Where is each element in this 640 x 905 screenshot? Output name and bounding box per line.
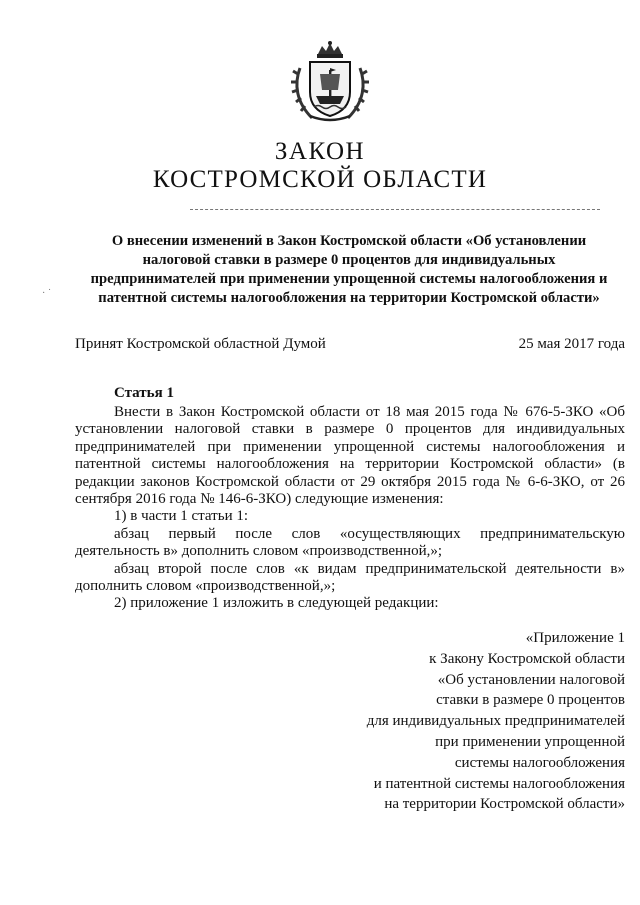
article-paragraph: Внести в Закон Костромской области от 18 мая 2015 года № 676-5-ЗКО «Об установлении налоговой ставки в размере 0 процентов для индивидуальных предпринимателей при применении упрощенной системы налогообложения и патентной системы налогообложения на территории Костромской области» (в редакции законов Костромской области от 29 октября 2015 года № 6-6-ЗКО, от 26 сентября 2016 года № 146-6-ЗКО) следующие изменения: [75,404,625,508]
subject-line: предпринимателей при применении упрощенной системы налогообложения и [90,271,608,287]
appendix-caption [295,628,625,815]
article-paragraph: 1) в части 1 статьи 1: [114,508,249,525]
article-paragraph: 2) приложение 1 изложить в следующей редакции: [114,595,439,612]
appendix-line: к Закону Костромской области [429,650,625,667]
appendix-line: при применении упрощенной [435,733,625,750]
appendix-line: ставки в размере 0 процентов [436,692,625,709]
subject-line: налоговой ставки в размере 0 процентов для индивидуальных [142,252,556,268]
appendix-line: «Приложение 1 [525,630,625,646]
article-heading: Статья 1 [114,385,174,401]
appendix-line: «Об установлении налоговой [437,671,625,688]
adoption-row [75,336,625,353]
subject-line: О внесении изменений в Закон Костромской области «Об установлении [111,233,587,249]
appendix-line: системы налогообложения [454,754,625,771]
scan-speck: · ˙ [42,288,52,299]
adopted-by: Принят Костромской областной Думой [75,336,326,352]
appendix-line: для индивидуальных предпринимателей [366,713,625,730]
subject-line: патентной системы налогообложения на территории Костромской области» [98,290,600,306]
appendix-line: на территории Костромской области» [384,796,625,813]
adoption-date: 25 мая 2017 года [518,336,625,352]
appendix-line: и патентной системы налогообложения [373,775,625,792]
region-title: КОСТРОМСКОЙ ОБЛАСТИ [152,166,488,193]
title-divider [190,209,600,210]
kostroma-coat-of-arms-icon [290,40,370,124]
article-paragraph: абзац первый после слов «осуществляющих предпринимательскую деятельность в» дополнить словом «производственной,»; [75,525,625,560]
law-subject [75,232,623,308]
law-title: ЗАКОН [274,138,366,165]
article-paragraph: абзац второй после слов «к видам предпринимательской деятельности в» дополнить словом «производственной,»; [75,560,625,595]
article-body [75,404,625,613]
